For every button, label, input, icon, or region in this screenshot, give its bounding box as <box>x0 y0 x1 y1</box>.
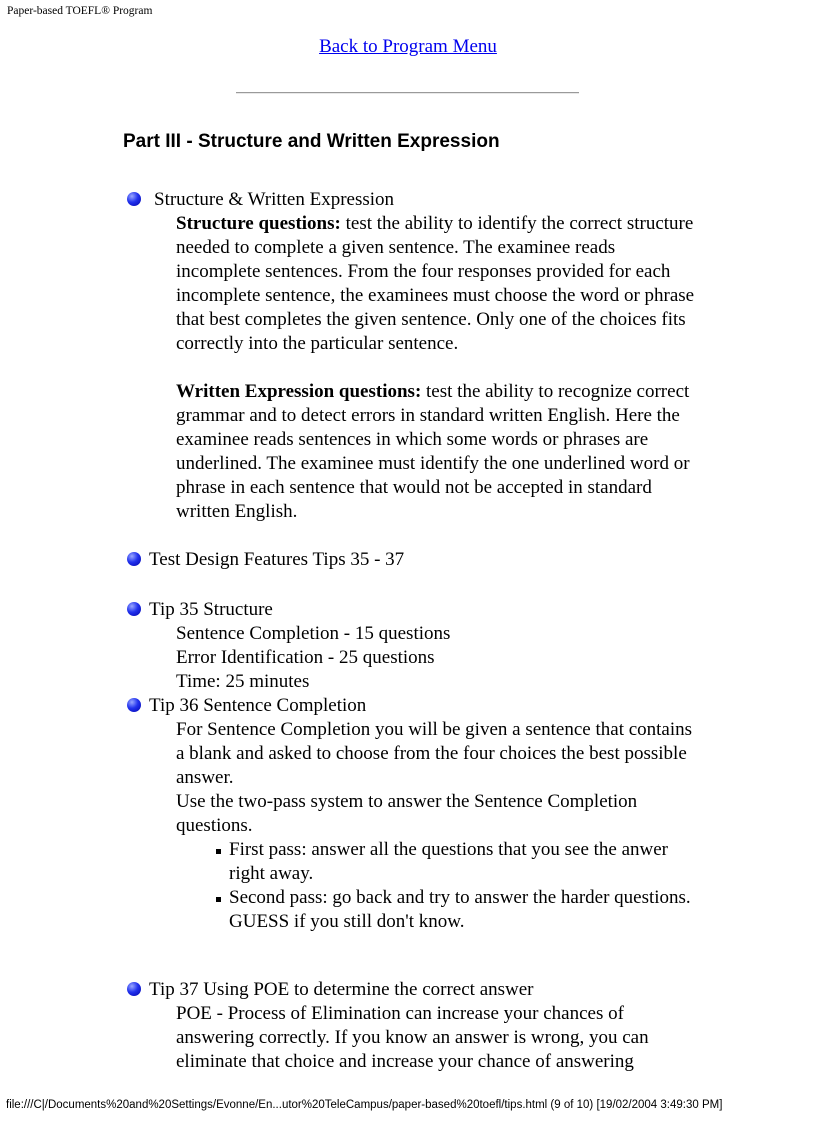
blue-bullet-icon <box>127 192 141 206</box>
back-to-program-menu-link[interactable]: Back to Program Menu <box>319 36 497 57</box>
tip37-body <box>176 1002 702 1074</box>
square-bullet-icon <box>216 849 221 854</box>
tip35-line: Sentence Completion - 15 questions <box>176 623 451 644</box>
back-link-container <box>0 36 816 58</box>
blue-bullet-icon <box>127 698 141 712</box>
tip36-paragraph-2: Use the two-pass system to answer the Sentence Completion questions. <box>176 791 638 836</box>
list-item-text: Second pass: go back and try to answer the harder questions. GUESS if you still don't know. <box>229 887 691 932</box>
list-item <box>216 886 702 934</box>
blue-bullet-icon <box>127 982 141 996</box>
tip36-paragraph-1: For Sentence Completion you will be given a sentence that contains a blank and asked to choose from the four choices the best possible answer. <box>176 719 693 788</box>
list-item <box>216 838 702 886</box>
horizontal-divider <box>236 92 579 94</box>
blue-bullet-icon <box>127 552 141 566</box>
tip35-section <box>127 598 702 694</box>
bullet-row-tip36 <box>127 694 702 718</box>
written-paragraph <box>176 380 702 524</box>
section-title: Structure & Written Expression <box>154 189 395 210</box>
main-content <box>127 188 702 1074</box>
structure-paragraph <box>176 212 702 356</box>
tip37-title: Tip 37 Using POE to determine the correct answer <box>149 979 534 1000</box>
written-label: Written Expression questions: <box>176 381 422 402</box>
list-item-text: First pass: answer all the questions that you see the anwer right away. <box>229 839 669 884</box>
tip35-body <box>176 622 702 694</box>
tip36-section <box>127 694 702 934</box>
tip37-section <box>127 978 702 1074</box>
structure-text: test the ability to identify the correct structure needed to complete a given sentence. The examinee reads incomplete sentences. From the four responses provided for each incomplete sentence, the examinees must choose the word or phrase that best completes the given sentence. Only one of the choices fits correctly into the particular sentence. <box>176 213 695 354</box>
tip35-line: Error Identification - 25 questions <box>176 647 435 668</box>
square-bullet-icon <box>216 897 221 902</box>
section-structure-written <box>127 188 702 524</box>
section-body <box>176 212 702 524</box>
blue-bullet-icon <box>127 602 141 616</box>
structure-label: Structure questions: <box>176 213 341 234</box>
tip35-line: Time: 25 minutes <box>176 671 310 692</box>
tip35-title: Tip 35 Structure <box>149 599 273 620</box>
bullet-row-tip35 <box>127 598 702 622</box>
tip36-body <box>176 718 702 934</box>
bullet-row-structure <box>127 188 702 212</box>
part-title: Part III - Structure and Written Expression <box>123 131 500 152</box>
tip37-text: POE - Process of Elimination can increase your chances of answering correctly. If you know an answer is wrong, you can eliminate that choice and increase your chance of answering <box>176 1003 649 1072</box>
bullet-row-tip37 <box>127 978 702 1002</box>
tip36-pass-list <box>176 838 702 934</box>
page-footer: file:///C|/Documents%20and%20Settings/Evonne/En...utor%20TeleCampus/paper-based%20toefl/tips.html (9 of 10) [19/02/2004 3:49:30 PM] <box>6 1099 723 1111</box>
test-design-text: Test Design Features Tips 35 - 37 <box>149 549 405 570</box>
page-header: Paper-based TOEFL® Program <box>7 5 153 17</box>
written-text: test the ability to recognize correct grammar and to detect errors in standard written English. Here the examinee reads sentences in which some words or phrases are underlined. The examinee must identify the one underlined word or phrase in each sentence that would not be accepted in standard written English. <box>176 381 690 522</box>
tip36-title: Tip 36 Sentence Completion <box>149 695 367 716</box>
bullet-row-test-design <box>127 548 702 572</box>
